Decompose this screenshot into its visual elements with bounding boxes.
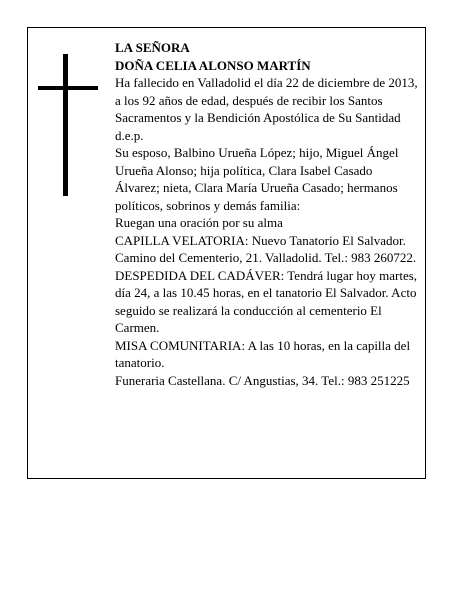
dep-line: d.e.p. [115, 127, 144, 143]
mass-label: MISA COMUNITARIA: [115, 337, 246, 353]
funeral-home-paragraph: Funeraria Castellana. C/ Angustias, 34. Tel.: 983 251225 [115, 372, 410, 388]
title-line-1: LA SEÑORA [115, 40, 190, 55]
chapel-text: Nuevo Tanatorio El Salvador. Camino del Cementerio, 21. Valladolid. Tel.: 983 260722. [115, 232, 417, 265]
chapel-label: CAPILLA VELATORIA: [115, 232, 249, 248]
farewell-paragraph [115, 267, 419, 337]
farewell-label: DESPEDIDA DEL CADÁVER: [115, 267, 285, 283]
cross-icon [38, 54, 98, 196]
deceased-name: DOÑA CELIA ALONSO MARTÍN [115, 57, 311, 73]
obituary-text [115, 39, 419, 389]
mass-text: A las 10 horas, en la capilla del tanatorio. [115, 337, 411, 370]
chapel-paragraph [115, 232, 419, 267]
cross-horizontal-bar [38, 86, 98, 90]
prayer-request: Ruegan una oración por su alma [115, 215, 283, 230]
mass-paragraph [115, 337, 419, 372]
farewell-text: Tendrá lugar hoy martes, día 24, a las 10.45 horas, en el tanatorio El Salvador. Acto seguido se realizará la conducción al cementerio El Carmen. [115, 267, 418, 335]
cross-vertical-bar [63, 54, 68, 196]
family-paragraph: Su esposo, Balbino Urueña López; hijo, Miguel Ángel Urueña Alonso; hija política, Clara Isabel Casado Álvarez; nieta, Clara María Urueña Casado; hermanos políticos, sobrinos y demás familia: [115, 145, 399, 213]
announcement-paragraph: Ha fallecido en Valladolid el día 22 de diciembre de 2013, a los 92 años de edad, después de recibir los Santos Sacramentos y la Bendición Apostólica de Su Santidad [115, 75, 418, 125]
